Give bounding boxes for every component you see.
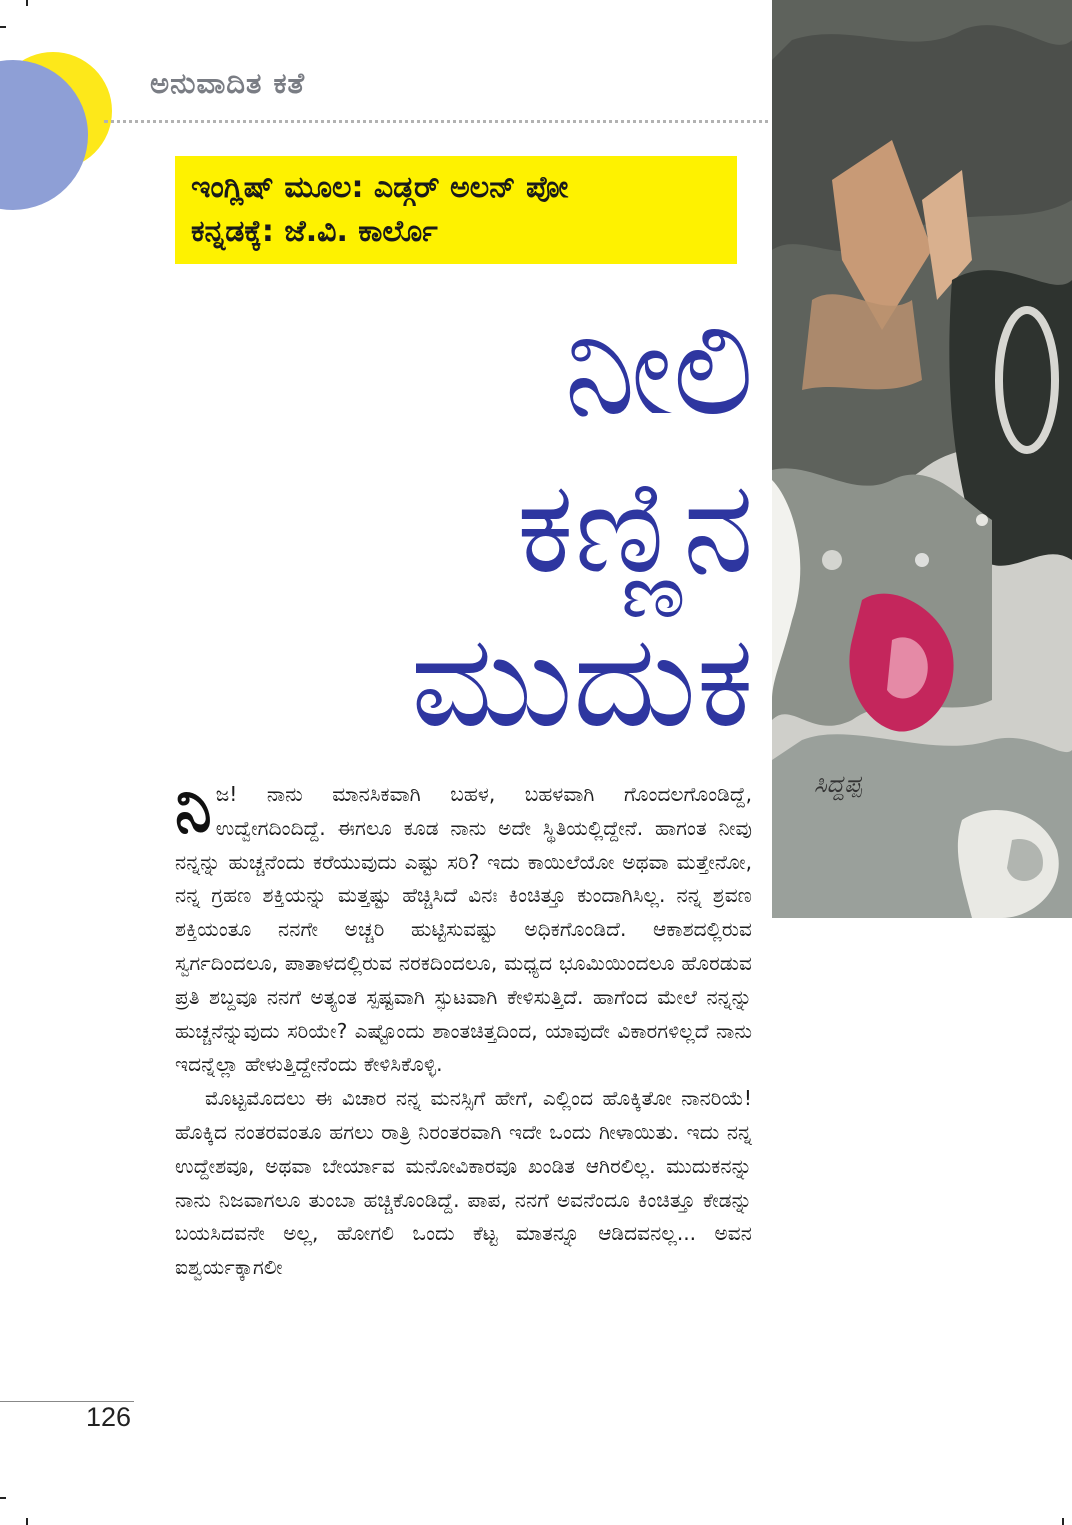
drop-cap: ನಿ (175, 770, 212, 847)
artist-signature: ಸಿದ್ದಪ್ಪ (814, 770, 862, 798)
story-title-line-3: ಮುದುಕ (410, 607, 754, 756)
paragraph-1-text: ಜ! ನಾನು ಮಾನಸಿಕವಾಗಿ ಬಹಳ, ಬಹಳವಾಗಿ ಗೊಂದಲಗೊಂಡಿದ್ದೆ, ಉದ್ವೇಗದಿಂದಿದ್ದೆ. ಈಗಲೂ ಕೂಡ ನಾನು ಅದೇ ಸ್ಥಿತಿಯಲ್ಲಿದ್ದೇನೆ. ಹಾಗಂತ ನೀವು ನನ್ನನ್ನು ಹುಚ್ಚನೆಂದು ಕರೆಯುವುದು ಎಷ್ಟು ಸರಿ? ಇದು ಕಾಯಿಲೆಯೋ ಅಥವಾ ಮತ್ತೇನೋ, ನನ್ನ ಗ್ರಹಣ ಶಕ್ತಿಯನ್ನು ಮತ್ತಷ್ಟು ಹೆಚ್ಚಿಸಿದೆ ವಿನಃ ಕಿಂಚಿತ್ತೂ ಕುಂದಾಗಿಸಿಲ್ಲ. ನನ್ನ ಶ್ರವಣ ಶಕ್ತಿಯಂತೂ ನನಗೇ ಅಚ್ಚರಿ ಹುಟ್ಟಿಸುವಷ್ಟು ಅಧಿಕಗೊಂಡಿದೆ. ಆಕಾಶದಲ್ಲಿರುವ ಸ್ವರ್ಗದಿಂದಲೂ, ಪಾತಾಳದಲ್ಲಿರುವ ನರಕದಿಂದಲೂ, ಮಧ್ಯದ ಭೂಮಿಯಿಂದಲೂ ಹೊರಡುವ ಪ್ರತಿ ಶಬ್ದವೂ ನನಗೆ ಅತ್ಯಂತ ಸ್ಪಷ್ಟವಾಗಿ ಸ್ಫುಟವಾಗಿ ಕೇಳಿಸುತ್ತಿದೆ. ಹಾಗೆಂದ ಮೇಲೆ ನನ್ನನ್ನು ಹುಚ್ಚನೆನ್ನುವುದು ಸರಿಯೇ? ಎಷ್ಟೊಂದು ಶಾಂತಚಿತ್ತದಿಂದ, ಯಾವುದೇ ವಿಕಾರಗಳಿಲ್ಲದೆ ನಾನು ಇದನ್ನೆಲ್ಲಾ ಹೇಳುತ್ತಿದ್ದೇನೆಂದು ಕೇಳಿಸಿಕೊಳ್ಳಿ. (175, 782, 752, 1077)
page-number: 126 (86, 1402, 132, 1432)
credit-box (175, 156, 737, 264)
section-label: ಅನುವಾದಿತ ಕತೆ (150, 66, 306, 100)
crop-mark (26, 0, 28, 6)
story-title-line-1: ನೀಲಿ (564, 295, 754, 444)
paragraph-1 (175, 770, 752, 1082)
translator-credit: ಕನ್ನಡಕ್ಕೆ: ಜೆ.ವಿ. ಕಾರ್ಲೊ (191, 214, 438, 249)
crop-mark (1062, 1518, 1064, 1525)
dotted-divider (104, 120, 776, 123)
story-title-line-2: ಕಣ್ಣಿನ (516, 453, 754, 602)
watercolor-illustration (772, 0, 1072, 918)
crop-mark (0, 1497, 6, 1499)
original-author-credit: ಇಂಗ್ಲಿಷ್ ಮೂಲ: ಎಡ್ಗರ್ ಅಲನ್ ಪೋ (191, 170, 569, 205)
crop-mark (26, 1518, 28, 1525)
paragraph-2: ಮೊಟ್ಟಮೊದಲು ಈ ವಿಚಾರ ನನ್ನ ಮನಸ್ಸಿಗೆ ಹೇಗೆ, ಎಲ್ಲಿಂದ ಹೊಕ್ಕಿತೋ ನಾನರಿಯೆ! ಹೊಕ್ಕಿದ ನಂತರವಂತೂ ಹಗಲು ರಾತ್ರಿ ನಿರಂತರವಾಗಿ ಇದೇ ಒಂದು ಗೀಳಾಯಿತು. ಇದು ನನ್ನ ಉದ್ದೇಶವೂ, ಅಥವಾ ಬೇರ್ಯಾವ ಮನೋವಿಕಾರವೂ ಖಂಡಿತ ಆಗಿರಲಿಲ್ಲ. ಮುದುಕನನ್ನು ನಾನು ನಿಜವಾಗಲೂ ತುಂಬಾ ಹಚ್ಚಿಕೊಂಡಿದ್ದೆ. ಪಾಪ, ನನಗೆ ಅವನೆಂದೂ ಕಿಂಚಿತ್ತೂ ಕೇಡನ್ನು ಬಯಸಿದವನೇ ಅಲ್ಲ, ಹೋಗಲಿ ಒಂದು ಕೆಟ್ಟ ಮಾತನ್ನೂ ಆಡಿದವನಲ್ಲ... ಅವನ ಐಶ್ವರ್ಯಕ್ಕಾಗಲೀ (175, 1086, 752, 1280)
crop-mark (0, 26, 6, 28)
story-body (175, 770, 752, 1285)
